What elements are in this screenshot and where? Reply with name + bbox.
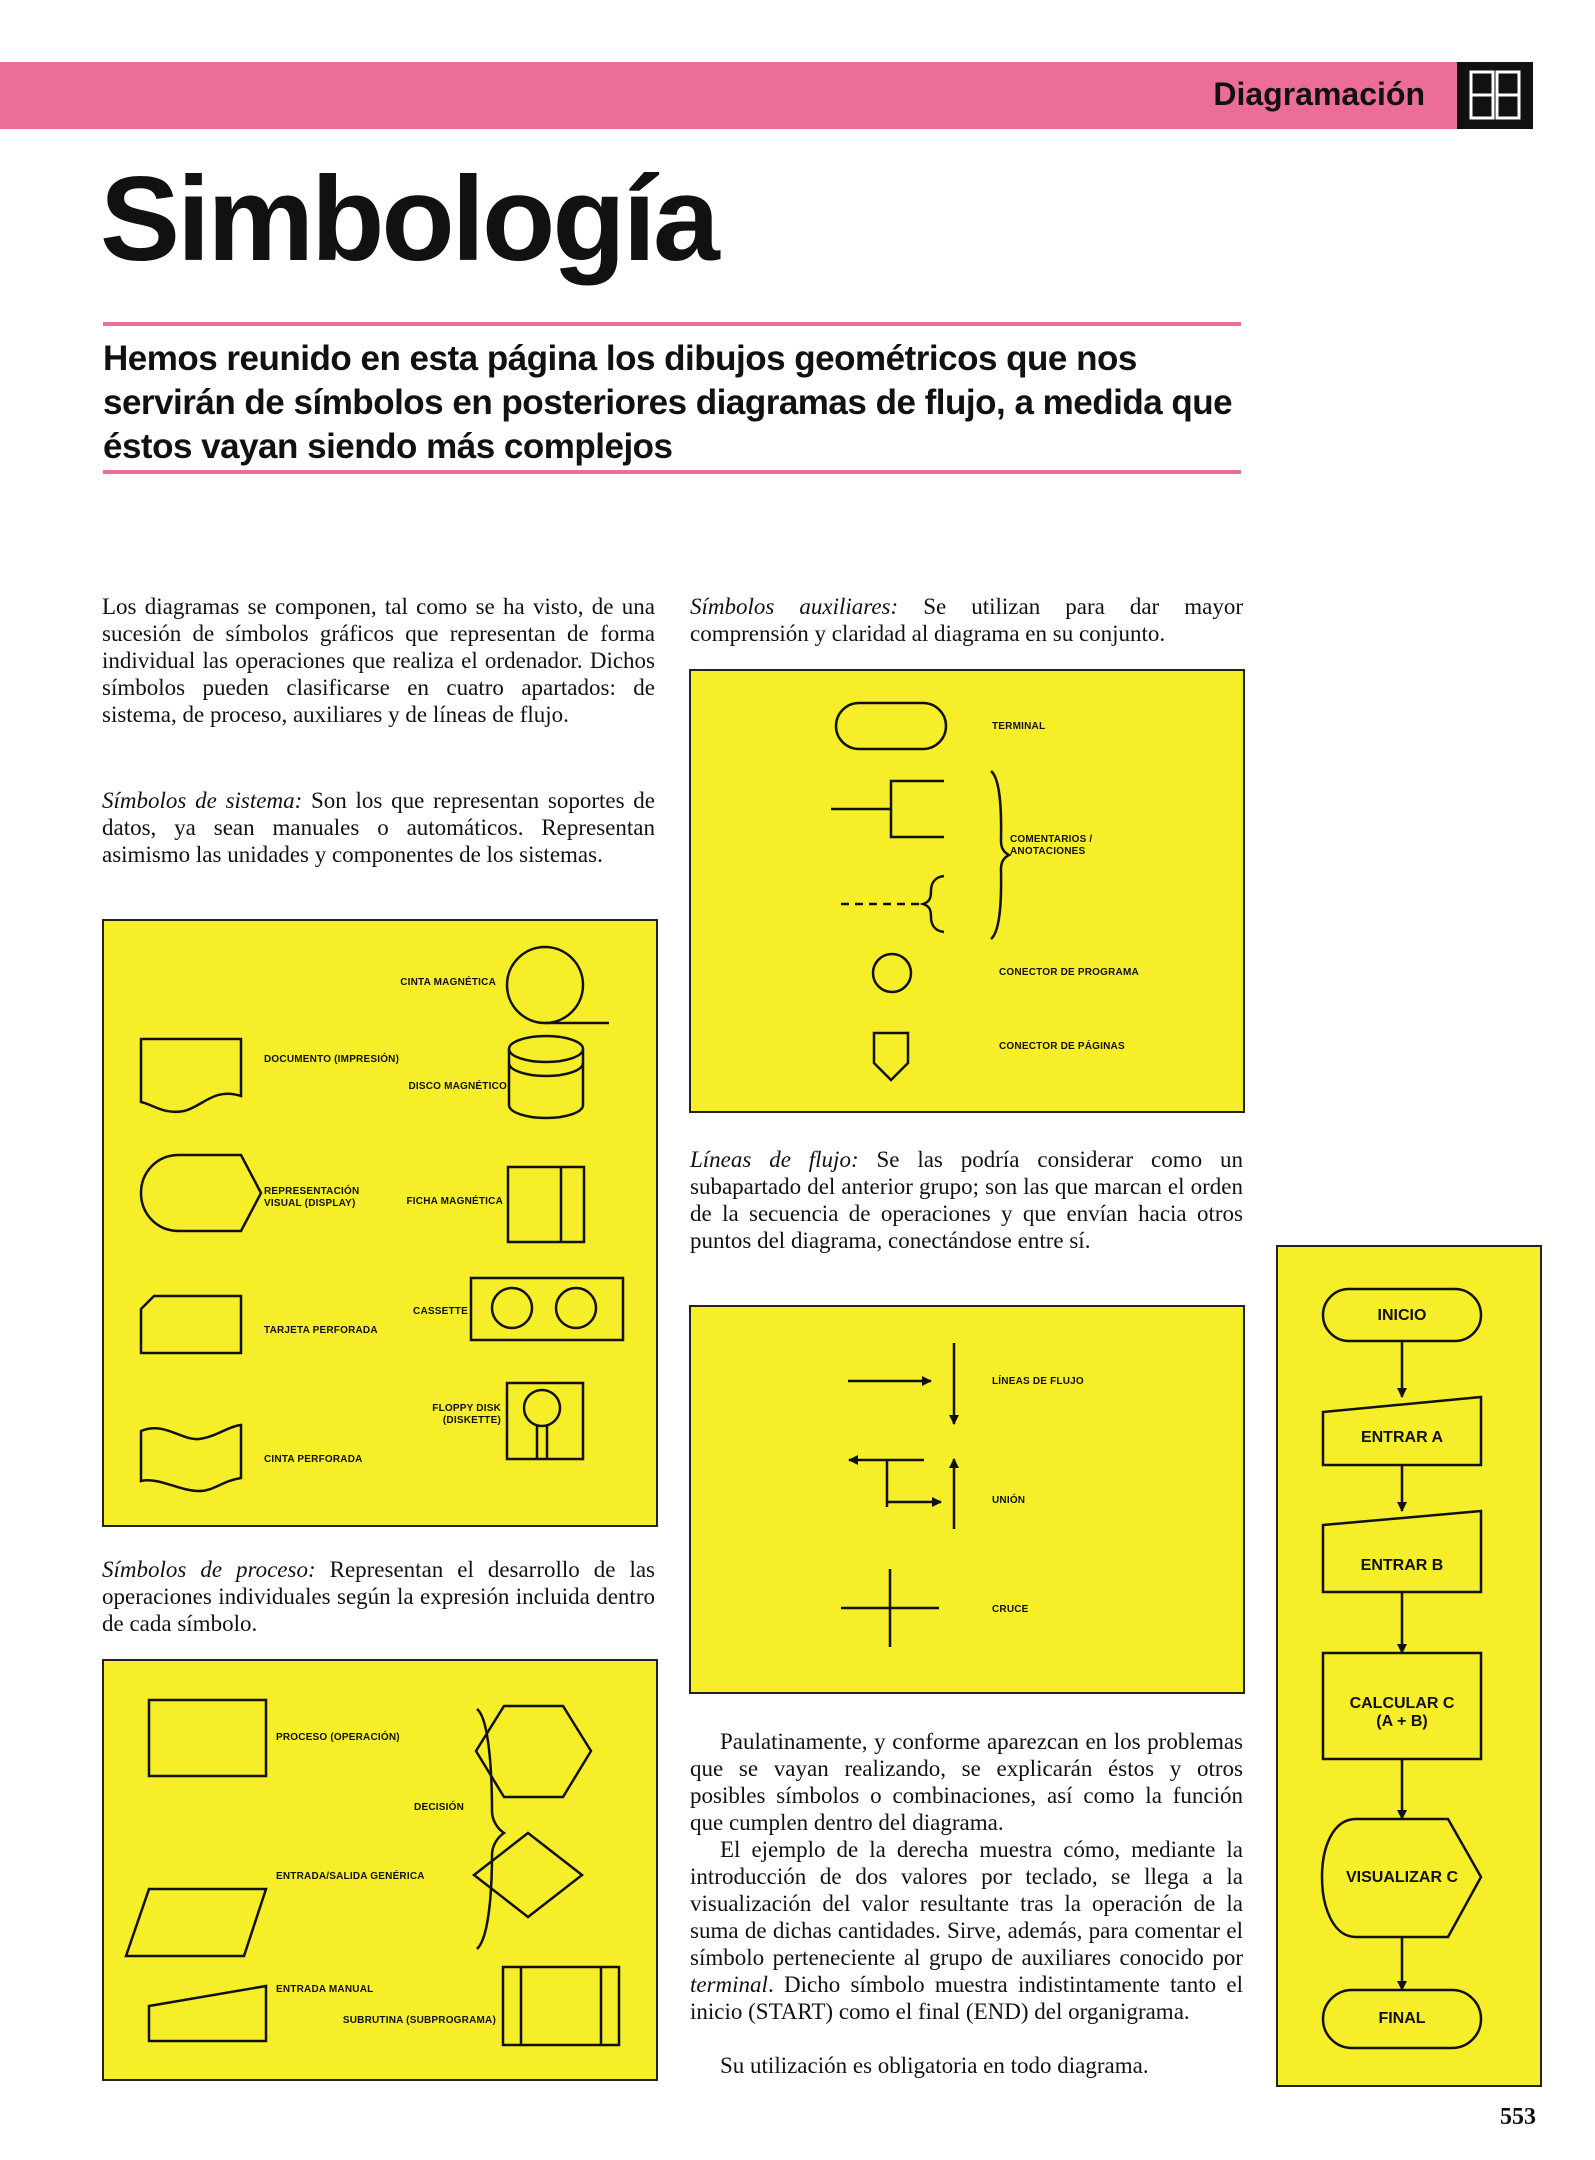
label-comentarios-2: ANOTACIONES (1010, 846, 1086, 857)
label-proceso: PROCESO (OPERACIÓN) (276, 1732, 400, 1743)
flujo-text: Se las podría considerar como un subapartado del anterior grupo; son las que marcan el orden de la secuencia de operaciones y que envían hacia otros puntos del diagrama, conectándose entre sí. (690, 1147, 1243, 1253)
closing-paragraph-2 (690, 1836, 1243, 2025)
auxiliares-lead: Símbolos auxiliares: (690, 594, 899, 619)
label-entrada-salida: ENTRADA/SALIDA GENÉRICA (276, 1871, 425, 1882)
flowchart-drawing (1278, 1247, 1540, 2085)
flowchart-entrar-b: ENTRAR B (1360, 1557, 1444, 1574)
proceso-paragraph (102, 1556, 655, 1637)
auxiliares-text: Se utilizan para dar mayor comprensión y claridad al diagrama en su conjunto. (690, 594, 1243, 646)
label-documento: DOCUMENTO (IMPRESIÓN) (264, 1054, 400, 1065)
label-subrutina: SUBRUTINA (SUBPROGRAMA) (342, 2015, 496, 2026)
label-cinta-perforada: CINTA PERFORADA (264, 1454, 363, 1465)
label-conector-programa: CONECTOR DE PROGRAMA (999, 967, 1139, 978)
flujo-paragraph (690, 1146, 1243, 1254)
closing-paragraph-1: Paulatinamente, y conforme aparezcan en los problemas que se vayan realizando, se explicarán éstos y otros posibles símbolos o combinaciones, así como la función que cumplen dentro del diagrama. (690, 1729, 1243, 1835)
process-symbols-panel (102, 1659, 658, 2081)
auxiliares-paragraph (690, 593, 1243, 647)
page-title: Simbología (100, 152, 717, 286)
label-cruce: CRUCE (992, 1604, 1029, 1615)
label-cassette: CASSETTE (413, 1306, 468, 1317)
lede-rule-top (103, 322, 1241, 326)
section-label: Diagramación (1213, 76, 1425, 112)
proceso-lead: Símbolos de proceso: (102, 1557, 316, 1582)
label-floppy-1: FLOPPY DISK (432, 1403, 501, 1414)
label-display-1: REPRESENTACIÓN (264, 1186, 360, 1197)
lede: Hemos reunido en esta página los dibujos geométricos que nos servirán de símbolos en posteriores diagramas de flujo, a medida que éstos vayan siendo más complejos (103, 339, 1233, 466)
page-number: 553 (1500, 2104, 1536, 2130)
proceso-text: Representan el desarrollo de las operaciones individuales según la expresión incluida dentro de cada símbolo. (102, 1557, 655, 1636)
label-comentarios-1: COMENTARIOS / (1010, 834, 1093, 845)
sistema-paragraph (102, 787, 655, 868)
label-ficha: FICHA MAGNÉTICA (406, 1196, 503, 1207)
flowchart-entrar-a: ENTRAR A (1360, 1429, 1444, 1446)
label-disco: DISCO MAGNÉTICO (408, 1081, 507, 1092)
flow-lines-panel (689, 1305, 1245, 1694)
sistema-lead: Símbolos de sistema: (102, 788, 303, 813)
flow-lines-drawing (691, 1307, 1243, 1692)
flowchart-calcular-2: (A + B) (1376, 1713, 1428, 1730)
intro-paragraph: Los diagramas se componen, tal como se ha visto, de una sucesión de símbolos gráficos que representan de forma individual las operaciones que realiza el ordenador. Dichos símbolos pueden clasificarse en cuatro apartados: de sistema, de proceso, auxiliares y de líneas de flujo. (102, 594, 655, 727)
label-cinta-magnetica: CINTA MAGNÉTICA (400, 977, 496, 988)
auxiliary-symbols-panel (689, 669, 1245, 1113)
closing-2a: El ejemplo de la derecha muestra cómo, mediante la introducción de dos valores por teclado, se llega a la visualización del valor resultante tras la operación de la suma de dichas cantidades. Sirve, además, para comentar el símbolo perteneciente al grupo de auxiliares conocido por (690, 1837, 1243, 1970)
label-floppy-2: (DISKETTE) (442, 1415, 501, 1426)
label-display-2: VISUAL (DISPLAY) (264, 1198, 356, 1209)
flowchart-panel (1276, 1245, 1542, 2087)
flujo-lead: Líneas de flujo: (690, 1147, 859, 1172)
book-icon (1457, 62, 1533, 129)
label-conector-paginas: CONECTOR DE PÁGINAS (999, 1041, 1125, 1052)
closing-2b: . Dicho símbolo muestra indistintamente tanto el inicio (START) como el final (END) del organigrama. (690, 1972, 1243, 2024)
flowchart-calcular-1: CALCULAR C (1349, 1695, 1455, 1712)
flowchart-visualizar: VISUALIZAR C (1346, 1869, 1458, 1886)
label-union: UNIÓN (992, 1495, 1026, 1506)
system-symbols-panel (102, 919, 658, 1527)
label-lineas-flujo: LÍNEAS DE FLUJO (992, 1376, 1084, 1387)
closing-paragraph-3: Su utilización es obligatoria en todo diagrama. (720, 2053, 1149, 2078)
flowchart-final: FINAL (1378, 2010, 1426, 2027)
label-terminal: TERMINAL (992, 721, 1046, 732)
system-symbols-drawing (104, 921, 656, 1525)
flowchart-inicio: INICIO (1377, 1307, 1427, 1324)
sistema-text: Son los que representan soportes de datos, ya sean manuales o automáticos. Representan asimismo las unidades y componentes de los sistemas. (102, 788, 655, 867)
label-tarjeta: TARJETA PERFORADA (264, 1325, 378, 1336)
label-entrada-manual: ENTRADA MANUAL (276, 1984, 374, 1995)
closing-2-em: terminal (690, 1972, 768, 1997)
lede-rule-bottom (103, 470, 1241, 474)
label-decision: DECISIÓN (414, 1802, 464, 1813)
